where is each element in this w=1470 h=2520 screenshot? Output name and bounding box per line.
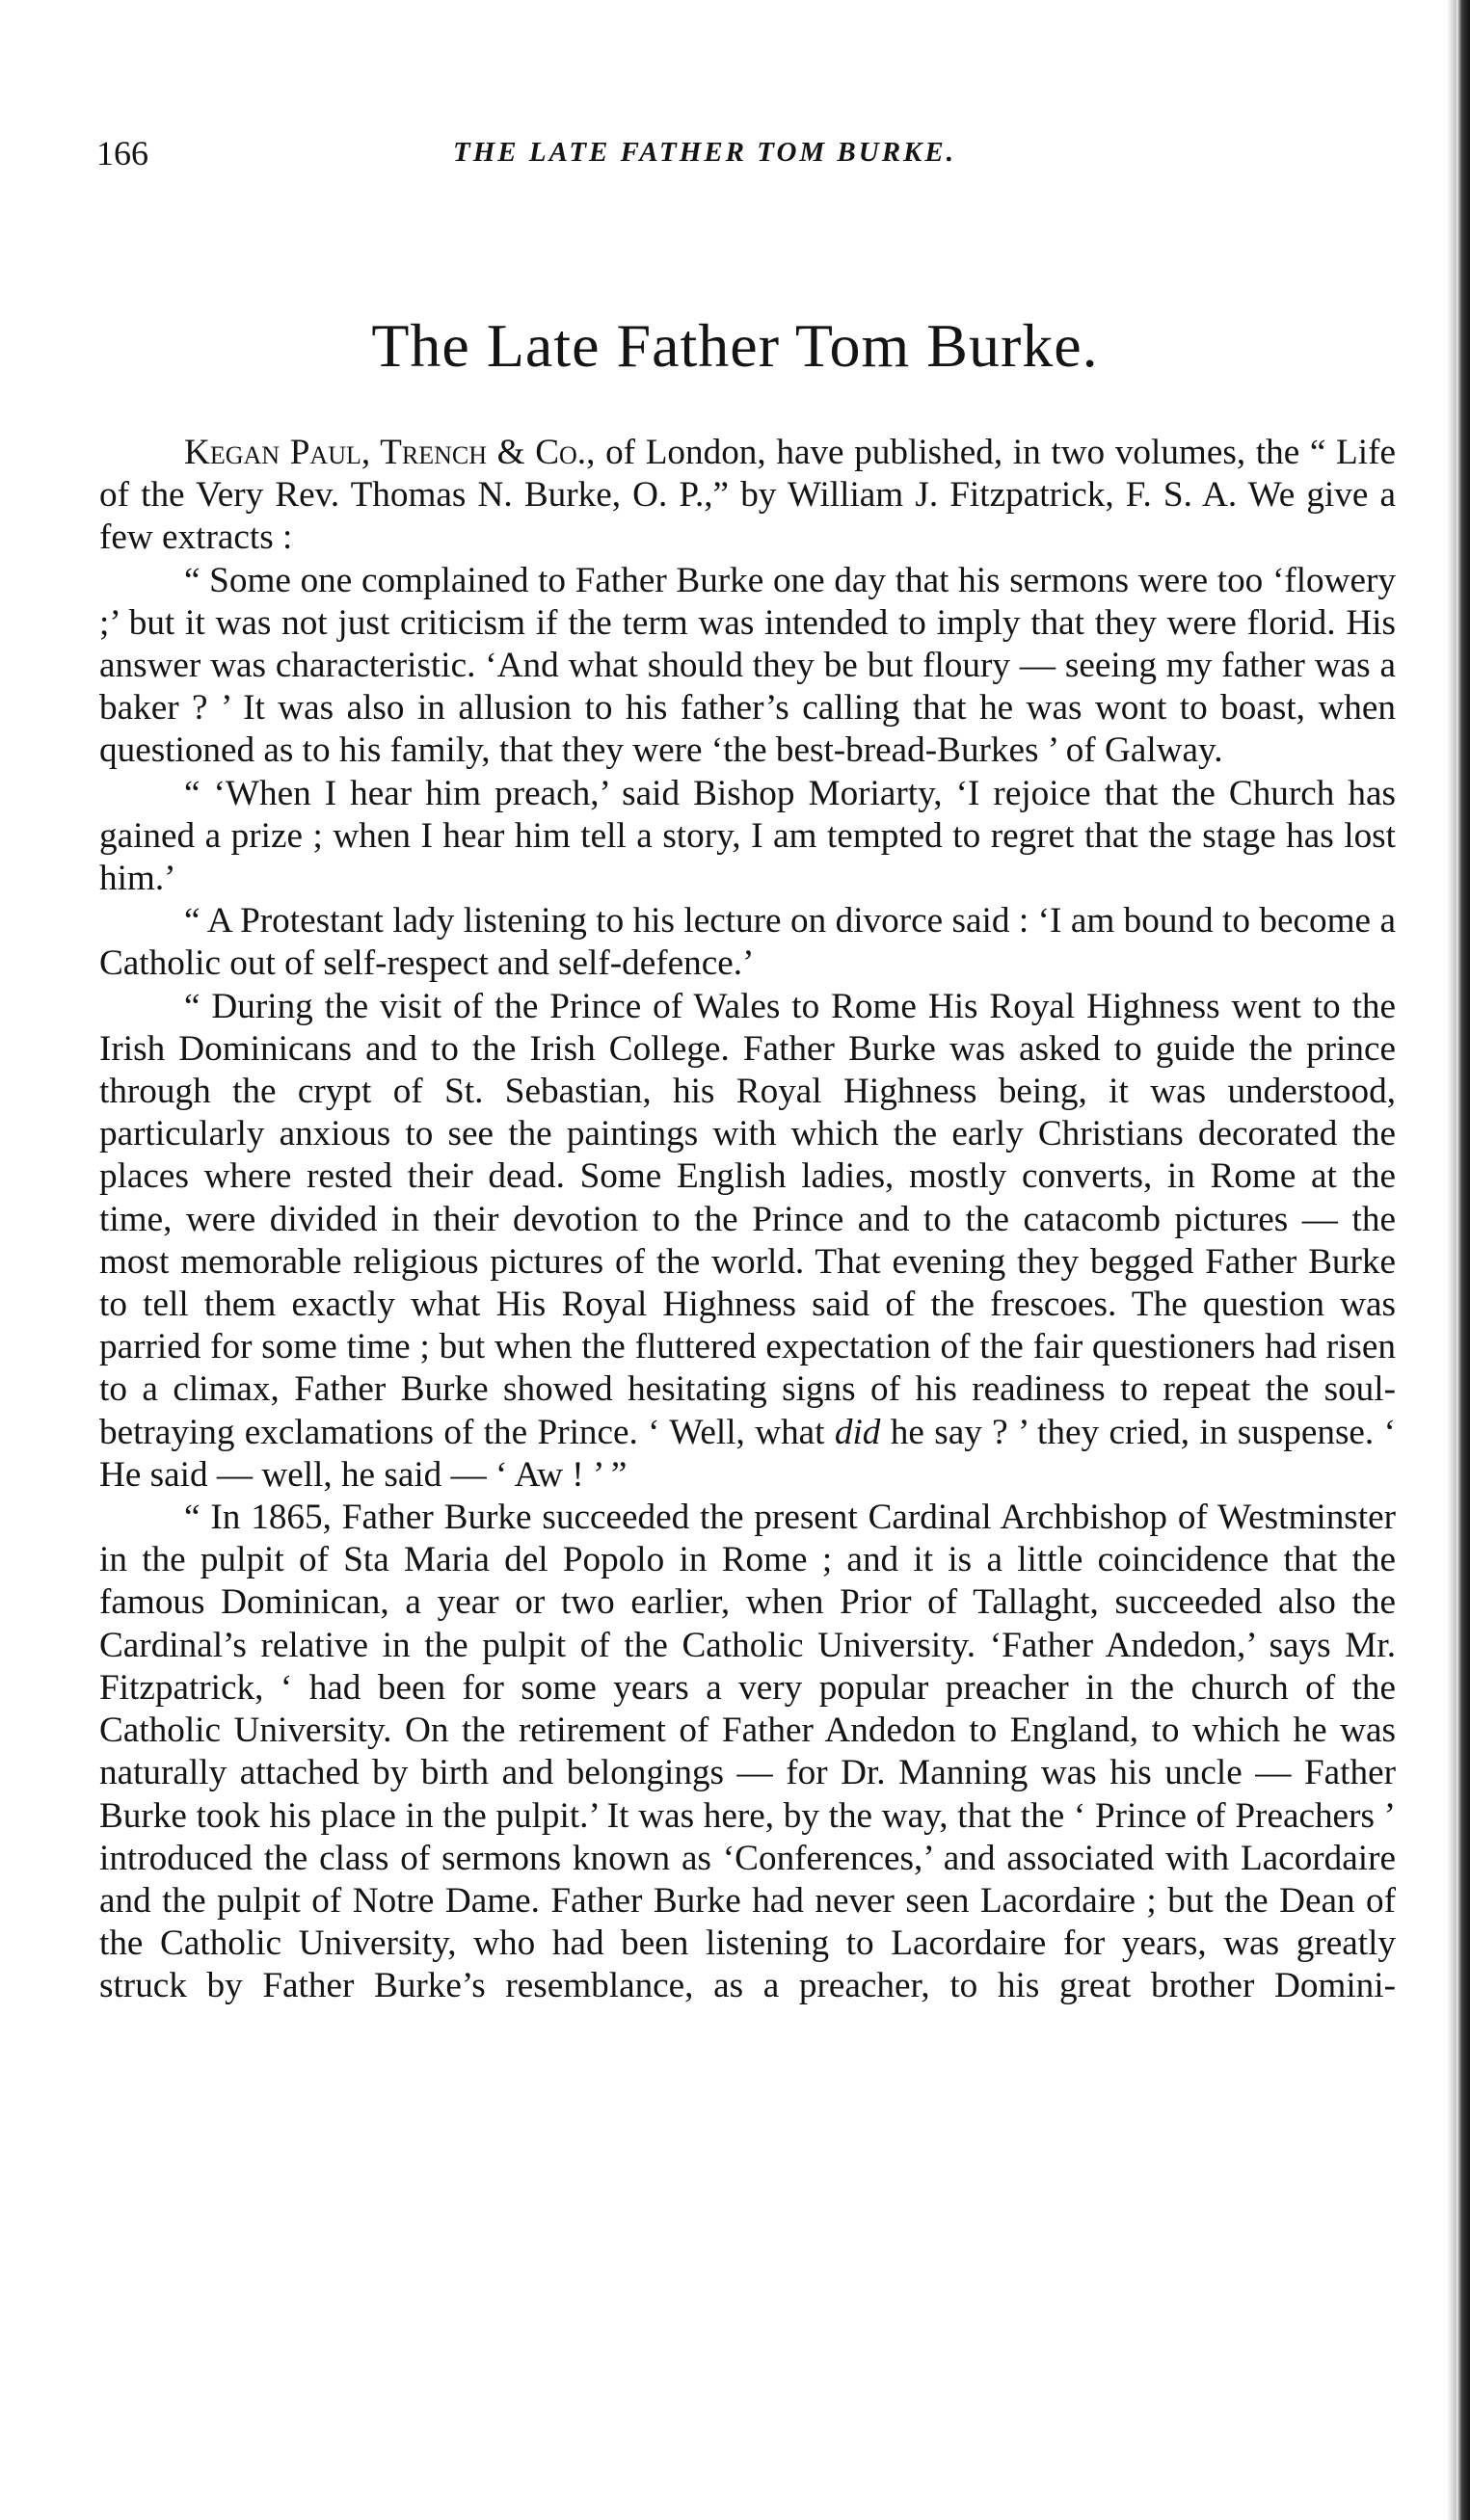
publisher-name: Kegan Paul, Trench & Co.,: [184, 433, 596, 472]
paragraph-4: “ A Protestant lady listening to his lecture on divorce said : ‘I am bound to become a Catholic out of self-respect and self-defence.’: [99, 901, 1396, 984]
binding-shadow: [1447, 0, 1457, 2520]
binding-edge: [1457, 0, 1470, 2520]
paragraph-5-text-end: he say ? ’ they cried, in suspense. ‘ He said — well, he said — ‘ Aw ! ’ ”: [99, 1412, 1396, 1495]
paragraph-1-text: of London, have published, in two volumes, the “ Life of the Very Rev. Thomas N. Burke, O. P.,” by William J. Fitzpatrick, F. S. A. We give a few extracts :: [99, 433, 1396, 558]
emphasis-word: did: [834, 1412, 881, 1452]
paragraph-1: [99, 432, 1396, 560]
paragraph-6: “ In 1865, Father Burke succeeded the present Cardinal Archbishop of Westminster in the pulpit of Sta Maria del Popolo in Rome ; and it is a little coincidence that the famous Dominican, a year or two earlier, when Prior of Tallaght, succeeded also the Cardinal’s relative in the pulpit of the Catholic University. ‘Father Andedon,’ says Mr. Fitzpatrick, ‘ had been for some years a very popular preacher in the church of the Catholic University. On the retirement of Father Andedon to England, to which he was naturally attached by birth and belongings — for Dr. Manning was his uncle — Father Burke took his place in the pulpit.’ It was here, by the way, that the ‘ Prince of Preachers ’ introduced the class of sermons known as ‘Conferences,’ and associated with Lacordaire and the pulpit of Notre Dame. Father Burke had never seen Lacordaire ; but the Dean of the Catholic University, who had been listening to Lacordaire for years, was greatly struck by Father Burke’s resemblance, as a preacher, to his great brother Domini-: [99, 1498, 1396, 2006]
paragraph-5-text-start: “ During the visit of the Prince of Wales to Rome His Royal Highness went to the Irish Dominicans and to the Irish College. Father Burke was asked to guide the prince through the crypt of St. Sebastian, his Royal Highness being, it was understood, particularly anxious to see the paintings with which the early Christians decorated the places where rested their dead. Some English ladies, mostly converts, in Rome at the time, were divided in their devotion to the Prince and to the catacomb pictures — the most memorable religious pictures of the world. That evening they begged Father Burke to tell them exactly what His Royal Highness said of the frescoes. The question was parried for some time ; but when the fluttered expectation of the fair questioners had risen to a climax, Father Burke showed hesitating signs of his readiness to repeat the soul-betraying exclamations of the Prince. ‘ Well, what: [99, 986, 1396, 1452]
article-title: The Late Father Tom Burke.: [371, 311, 1099, 380]
paragraph-2: “ Some one complained to Father Burke one day that his sermons were too ‘flowery ;’ but it was not just criticism if the term was intended to imply that they were florid. His answer was characteristic. ‘And what should they be but floury — seeing my father was a baker ? ’ It was also in allusion to his father’s calling that he was wont to boast, when questioned as to his family, that they were ‘the best-bread-Burkes ’ of Galway.: [99, 560, 1396, 771]
article-body: [99, 432, 1396, 2008]
page-number: 166: [96, 134, 148, 172]
running-head: [96, 133, 1398, 181]
paragraph-5: [99, 986, 1396, 1497]
paragraph-3: “ ‘When I hear him preach,’ said Bishop Moriarty, ‘I rejoice that the Church has gained a prize ; when I hear him tell a story, I am tempted to regret that the stage has lost him.’: [99, 773, 1396, 899]
running-title: THE LATE FATHER TOM BURKE.: [453, 137, 956, 168]
